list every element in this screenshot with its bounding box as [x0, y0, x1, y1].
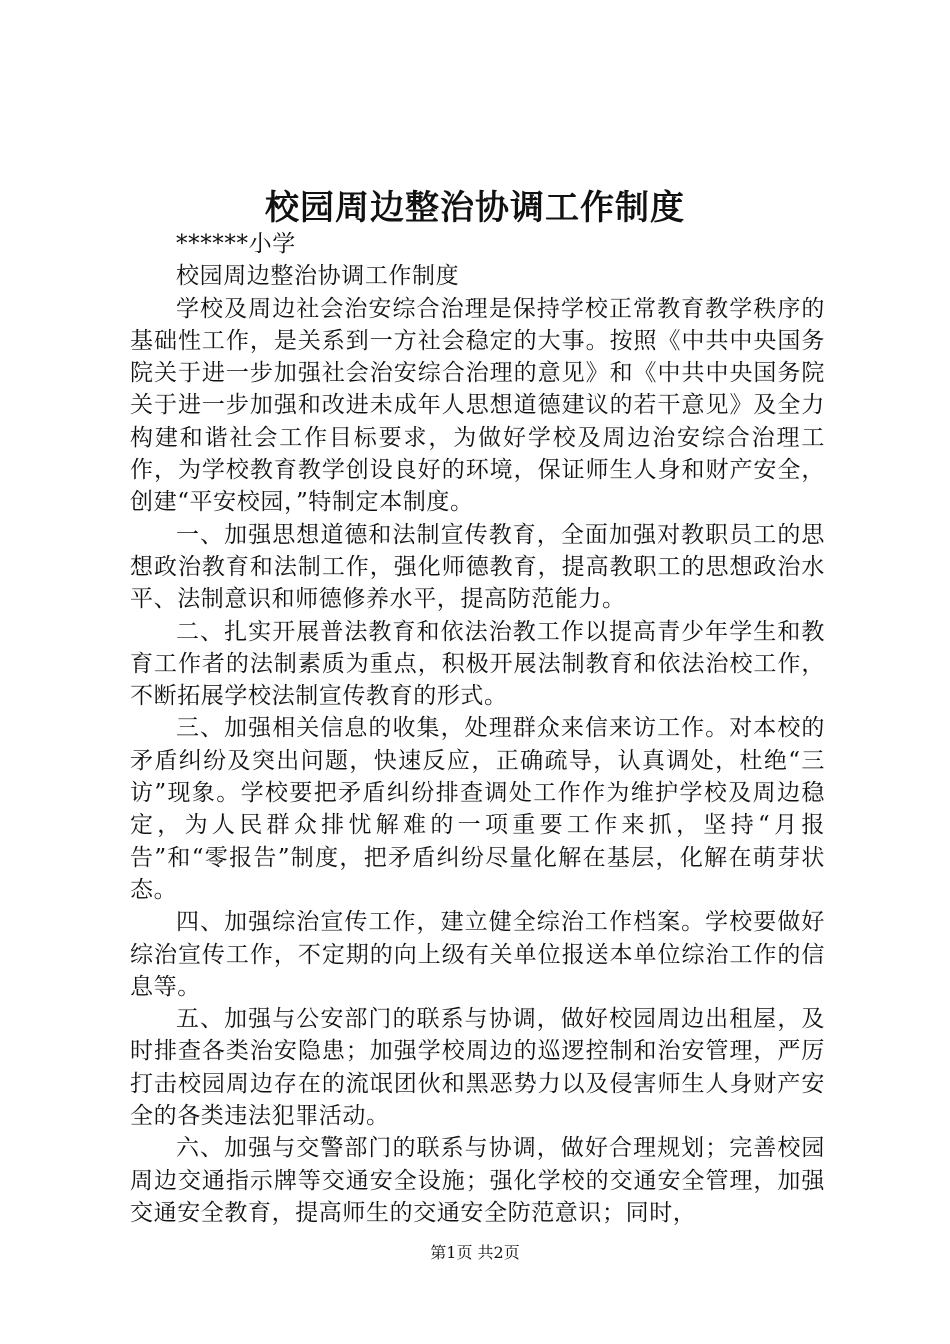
paragraph-intro: 学校及周边社会治安综合治理是保持学校正常教育教学秩序的基础性工作，是关系到一方社会稳定的大事。按照《中共中央国务院关于进一步加强社会治安综合治理的意见》和《中共中央国务院关于进一步加强和改进未成年人思想道德建议的若干意见》及全力构建和谐社会工作目标要求，为做好学校及周边治安综合治理工作，为学校教育教学创设良好的环境，保证师生人身和财产安全，创建“平安校园，”特制定本制度。: [130, 295, 825, 516]
paragraph-item-5: 五、加强与公安部门的联系与协调，做好校园周边出租屋，及时排查各类治安隐患；加强学校周边的巡逻控制和治安管理，严厉打击校园周边存在的流氓团伙和黑恶势力以及侵害师生人身财产安全的各类违法犯罪活动。: [130, 1006, 825, 1130]
paragraph-item-2: 二、扎实开展普法教育和依法治教工作以提高青少年学生和教育工作者的法制素质为重点，积极开展法制教育和依法治校工作，不断拓展学校法制宣传教育的形式。: [130, 618, 825, 710]
paragraph-item-3: 三、加强相关信息的收集，处理群众来信来访工作。对本校的矛盾纠纷及突出问题，快速反应，正确疏导，认真调处，杜绝“三访”现象。学校要把矛盾纠纷排查调处工作作为维护学校及周边稳定，为人民群众排忧解难的一项重要工作来抓，坚持“月报告”和“零报告”制度，把矛盾纠纷尽量化解在基层，化解在萌芽状态。: [130, 715, 825, 903]
page-footer: 第1页 共2页: [430, 1243, 520, 1262]
document-title: 校园周边整治协调工作制度: [265, 188, 685, 228]
document-subtitle: 校园周边整治协调工作制度: [176, 263, 460, 290]
document-body: [130, 228, 825, 1229]
paragraph-item-6: 六、加强与交警部门的联系与协调，做好合理规划；完善校园周边交通指示牌等交通安全设施；强化学校的交通安全管理，加强交通安全教育，提高师生的交通安全防范意识；同时，: [130, 1135, 825, 1226]
paragraph-item-1: 一、加强思想道德和法制宣传教育，全面加强对教职员工的思想政治教育和法制工作，强化师德教育，提高教职工的思想政治水平、法制意识和师德修养水平，提高防范能力。: [130, 521, 825, 613]
paragraph-item-4: 四、加强综治宣传工作，建立健全综治工作档案。学校要做好综治宣传工作，不定期的向上级有关单位报送本单位综治工作的信息等。: [130, 909, 825, 1000]
school-name: ******小学: [176, 231, 296, 257]
